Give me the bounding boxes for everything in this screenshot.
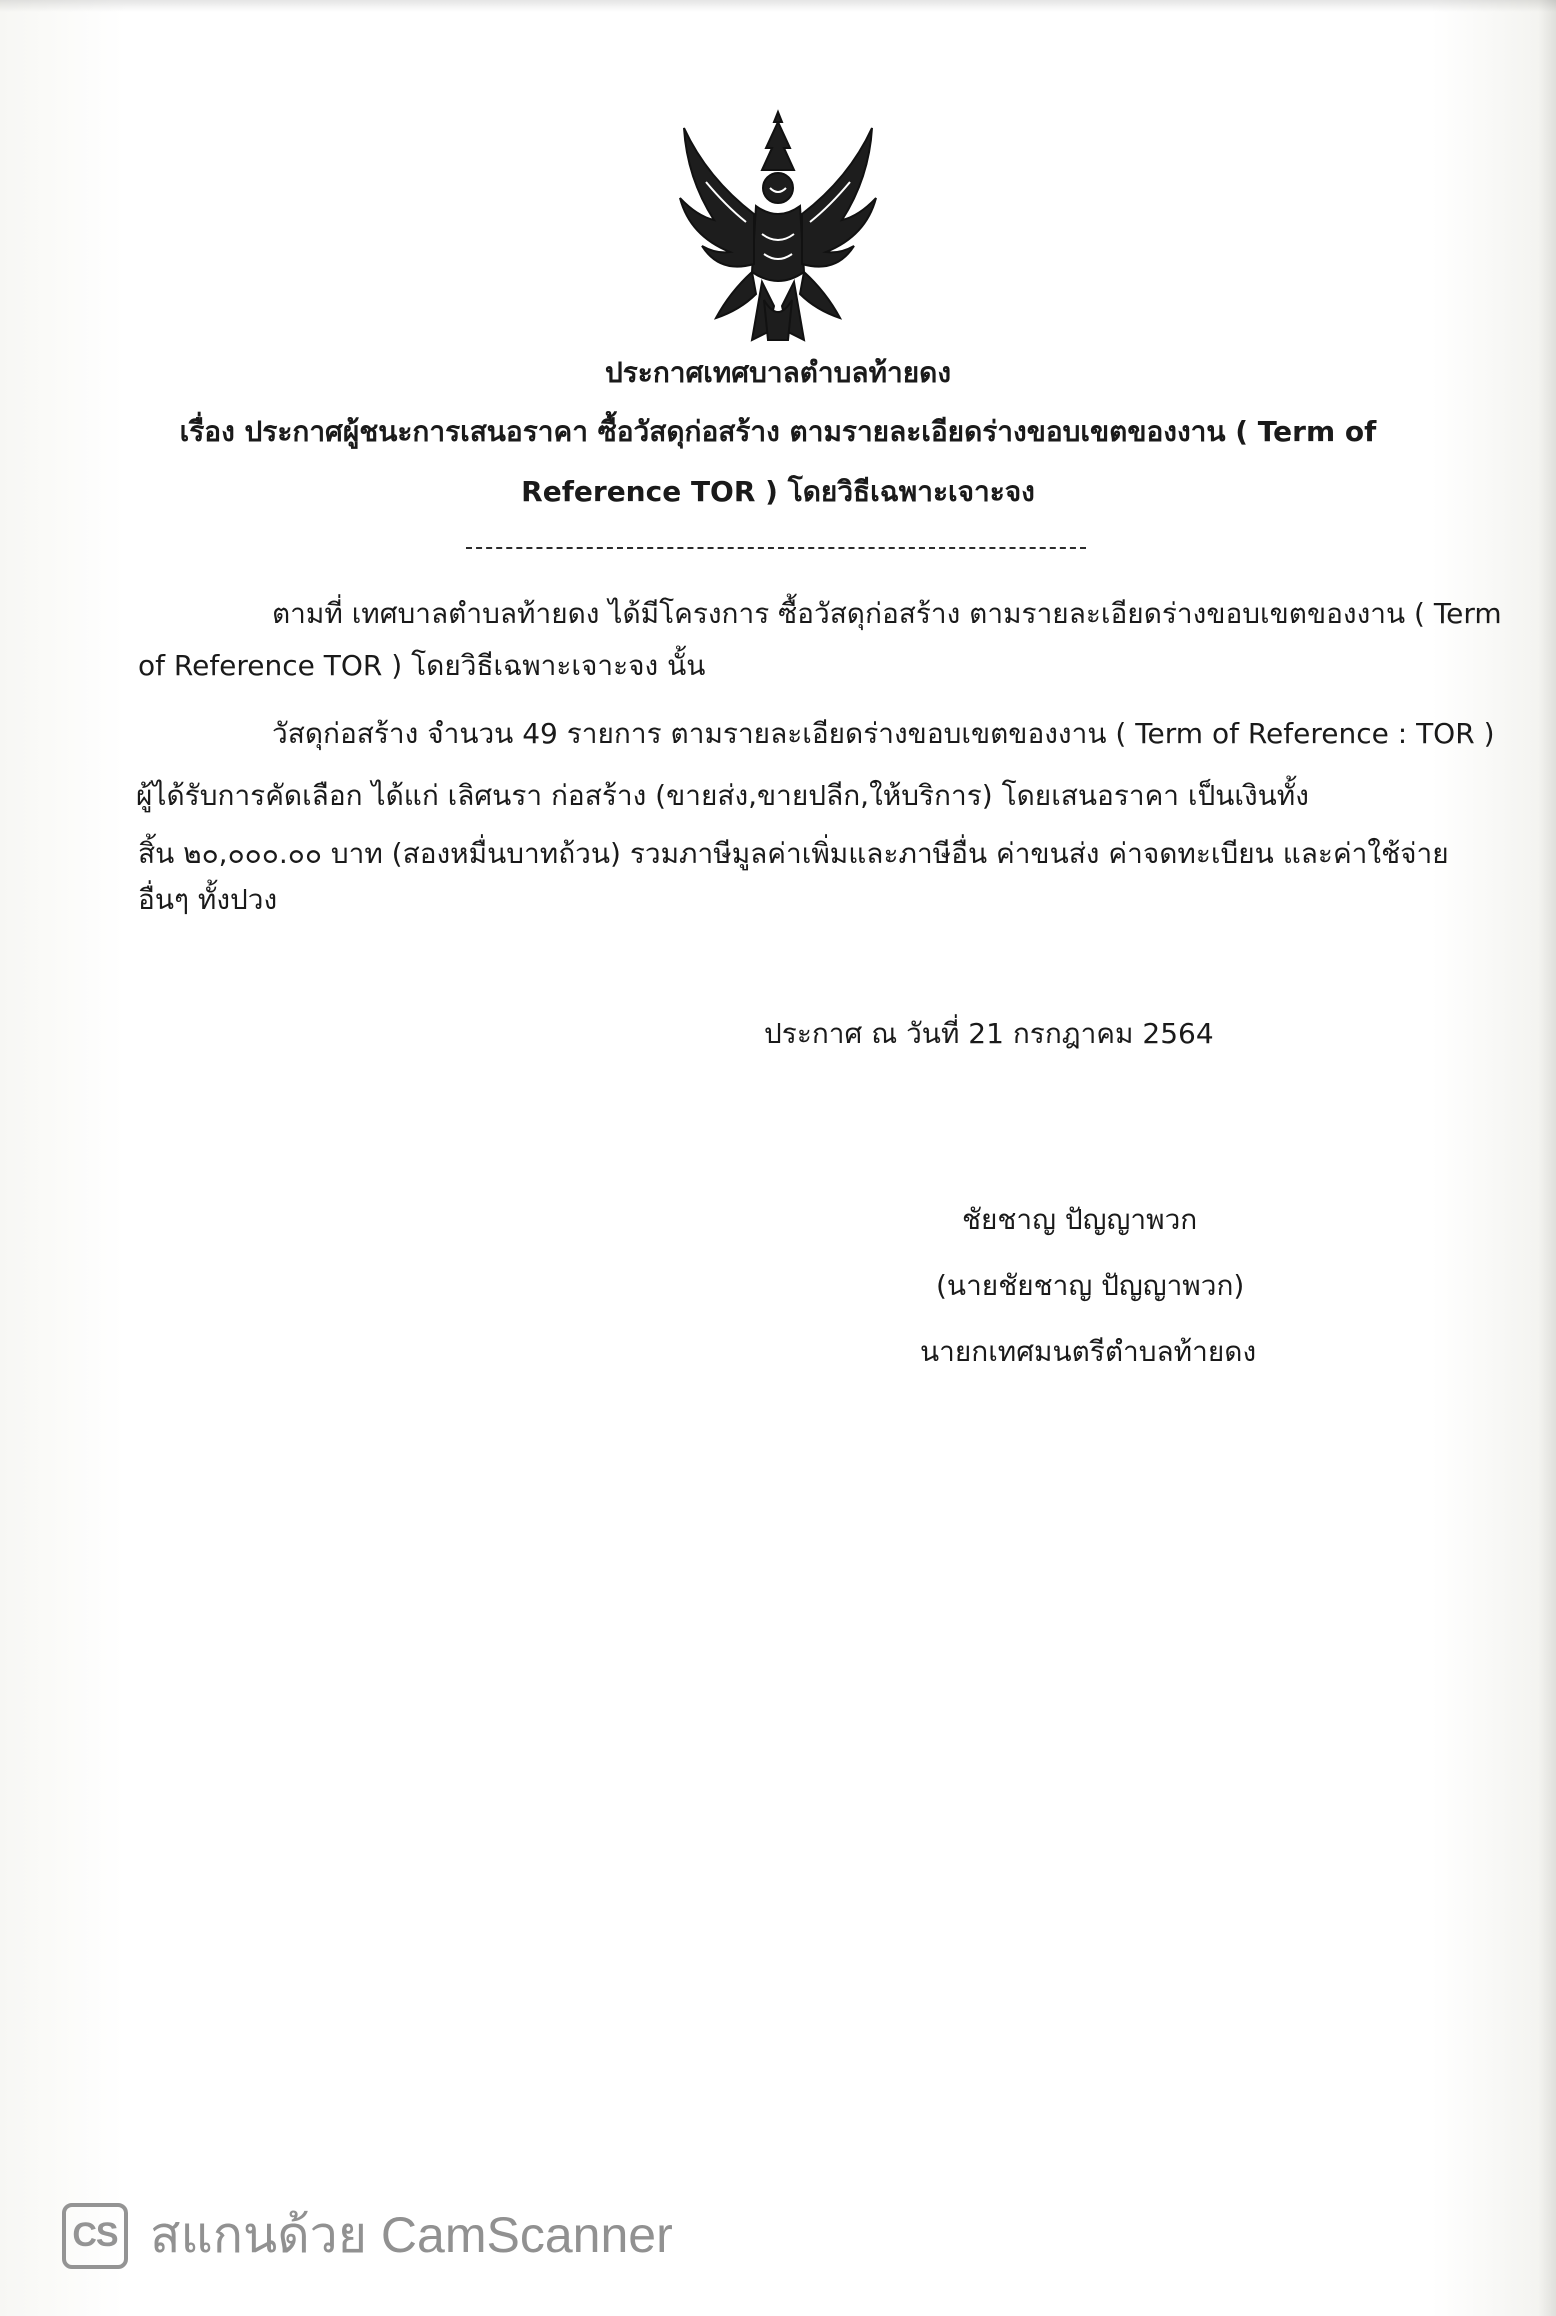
signature-signed-name: ชัยชาญ ปัญญาพวก <box>962 1203 1198 1236</box>
garuda-emblem-icon <box>672 104 884 350</box>
scan-top-shadow <box>0 0 1556 12</box>
paragraph-1-line-1: ตามที่ เทศบาลตำบลท้ายดง ได้มีโครงการ ซื้อวัสดุก่อสร้าง ตามรายละเอียดร่างขอบเขตของงาน ( Term <box>272 597 1502 630</box>
camscanner-logo-icon: CS <box>62 2203 128 2269</box>
header-divider <box>466 547 1086 549</box>
camscanner-watermark <box>62 2196 673 2275</box>
paragraph-2-line-3: สิ้น ๒๐,๐๐๐.๐๐ บาท (สองหมื่นบาทถ้วน) รวมภาษีมูลค่าเพิ่มและภาษีอื่น ค่าขนส่ง ค่าจดทะเบียน และค่าใช้จ่าย <box>138 837 1449 870</box>
announcement-org-title: ประกาศเทศบาลตำบลท้ายดง <box>604 356 952 389</box>
camscanner-watermark-text: สแกนด้วย CamScanner <box>150 2207 673 2263</box>
paragraph-2-line-4: อื่นๆ ทั้งปวง <box>138 883 278 916</box>
paragraph-1-line-2: of Reference TOR ) โดยวิธีเฉพาะเจาะจง นั้น <box>138 649 706 682</box>
announcement-subject-line-2: Reference TOR ) โดยวิธีเฉพาะเจาะจง <box>521 475 1035 508</box>
scan-right-shadow <box>1538 0 1556 2316</box>
signature-full-name: (นายชัยชาญ ปัญญาพวก) <box>936 1269 1245 1302</box>
paragraph-2-line-1: วัสดุก่อสร้าง จำนวน 49 รายการ ตามรายละเอียดร่างขอบเขตของงาน ( Term of Reference : TOR ) <box>272 717 1495 750</box>
signature-position: นายกเทศมนตรีตำบลท้ายดง <box>920 1335 1257 1368</box>
paragraph-2-line-2: ผู้ได้รับการคัดเลือก ได้แก่ เลิศนรา ก่อสร้าง (ขายส่ง,ขายปลีก,ให้บริการ) โดยเสนอราคา เป็นเงินทั้ง <box>136 779 1309 812</box>
announcement-subject-line-1: เรื่อง ประกาศผู้ชนะการเสนอราคา ซื้อวัสดุก่อสร้าง ตามรายละเอียดร่างขอบเขตของงาน ( Term of <box>179 415 1377 448</box>
announcement-date: ประกาศ ณ วันที่ 21 กรกฎาคม 2564 <box>764 1017 1214 1050</box>
